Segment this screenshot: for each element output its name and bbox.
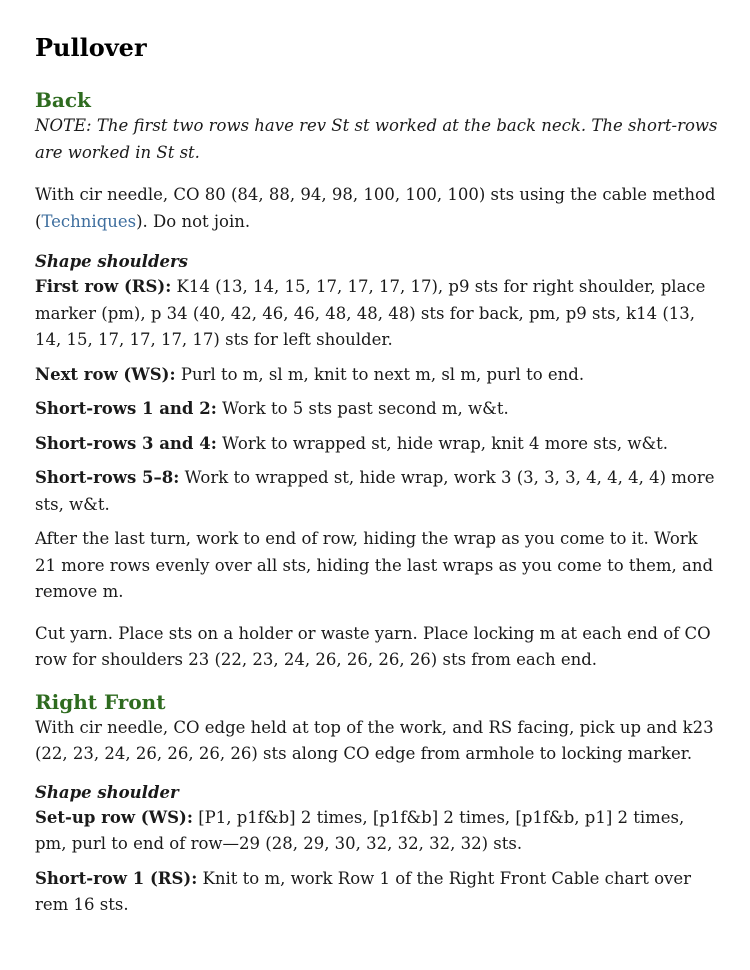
row-text: Work to 5 sts past second m, w&t.	[216, 399, 509, 418]
row-label: Short-row 1 (RS):	[35, 868, 198, 888]
instruction-row	[35, 866, 720, 919]
row-label: First row (RS):	[35, 277, 172, 296]
cut-yarn-paragraph: Cut yarn. Place sts on a holder or waste yarn. Place locking m at each end of CO row for shoulders 23 (22, 23, 24, 26, 26, 26, 26) sts from each end.	[35, 623, 711, 669]
section-heading-back: Back	[35, 88, 91, 112]
after-turn-paragraph: After the last turn, work to end of row, hiding the wrap as you come to it. Work 21 more rows evenly over all sts, hiding the last wraps as you come to them, and remove m.	[35, 529, 714, 601]
row-text: Purl to m, sl m, knit to next m, sl m, purl to end.	[175, 364, 585, 384]
back-intro-text: With cir needle, CO 80 (84, 88, 94, 98, 100, 100, 100) sts using the cable method (	[35, 185, 716, 231]
instruction-row	[35, 274, 720, 354]
instruction-row	[35, 362, 720, 389]
row-label: Short-rows 5–8:	[35, 468, 180, 487]
instruction-row	[35, 431, 720, 458]
back-intro-text-end: ). Do not join.	[136, 211, 251, 231]
row-label: Set-up row (WS):	[35, 807, 193, 827]
row-text: Work to wrapped st, hide wrap, work 3 (3, 3, 3, 4, 4, 4, 4) more sts, w&t.	[35, 468, 715, 514]
subheading-shape-shoulder: Shape shoulder	[35, 782, 179, 802]
subheading-shape-shoulders: Shape shoulders	[35, 252, 188, 271]
row-label: Short-rows 1 and 2:	[35, 399, 217, 418]
section-heading-right-front: Right Front	[35, 689, 166, 714]
row-text: [P1, p1f&b] 2 times, [p1f&b] 2 times, [p1f&b, p1] 2 times, pm, purl to end of row—29 (28, 29, 30, 32, 32, 32, 32) sts.	[35, 807, 685, 853]
row-label: Next row (WS):	[35, 364, 176, 384]
right-front-intro: With cir needle, CO edge held at top of the work, and RS facing, pick up and k23 (22, 23, 24, 26, 26, 26, 26) sts along CO edge from armhole to locking marker.	[35, 717, 714, 763]
techniques-link[interactable]: Techniques	[41, 211, 137, 231]
row-label: Short-rows 3 and 4:	[35, 433, 217, 453]
back-note: NOTE: The first two rows have rev St st worked at the back neck. The short-rows are worked in St st.	[35, 116, 718, 162]
row-text: Knit to m, work Row 1 of the Right Front Cable chart over rem 16 sts.	[35, 868, 692, 914]
row-text: Work to wrapped st, hide wrap, knit 4 more sts, w&t.	[216, 433, 669, 453]
instruction-row	[35, 805, 720, 858]
row-text: K14 (13, 14, 15, 17, 17, 17, 17), p9 sts for right shoulder, place marker (pm), p 34 (40, 42, 46, 46, 48, 48, 48) sts for back, pm, p9 sts, k14 (13, 14, 15, 17, 17, 17, 17) sts for left shoulder.	[35, 277, 706, 349]
page-title: Pullover	[35, 33, 147, 62]
back-intro	[35, 182, 720, 235]
instruction-row	[35, 465, 720, 518]
instruction-row	[35, 396, 720, 423]
